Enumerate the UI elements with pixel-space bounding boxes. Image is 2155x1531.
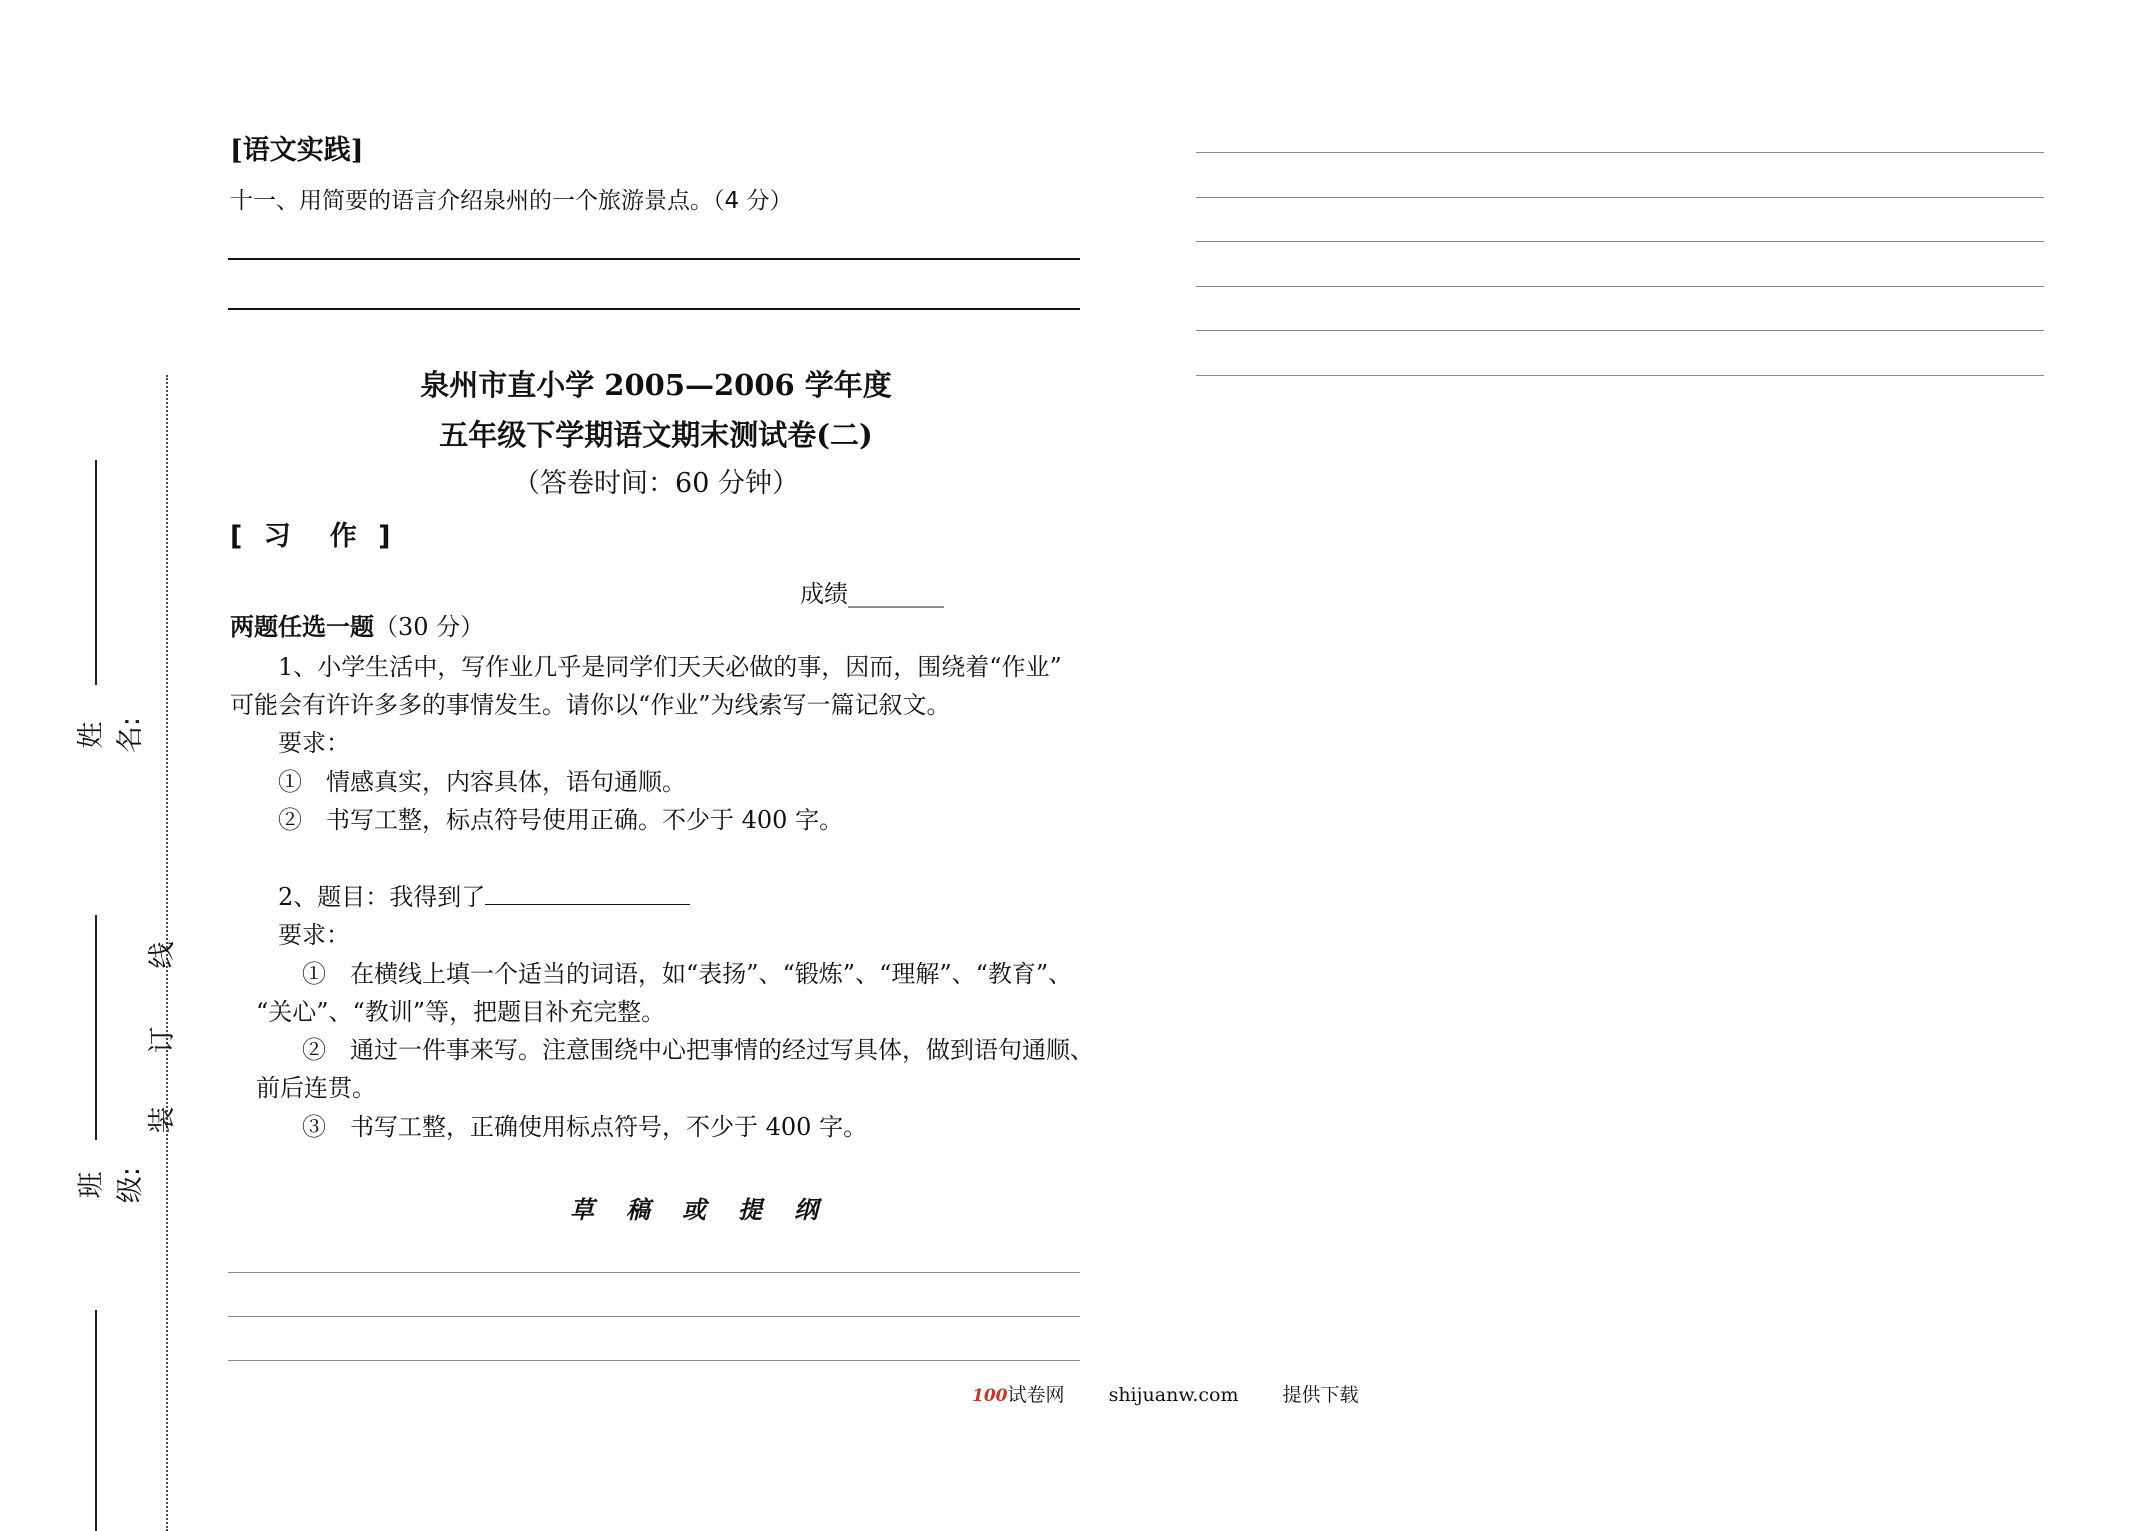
exam-title-line1: 泉州市直小学 2005—2006 学年度: [420, 368, 892, 402]
provide-download: 提供下载: [1282, 1384, 1359, 1406]
draft-outline-label: 草 稿 或 提 纲: [570, 1195, 822, 1224]
choose-points: （30 分）: [374, 613, 485, 641]
q2-requirement-3: ③ 书写工整，正确使用标点符号，不少于 400 字。: [302, 1113, 868, 1141]
q2-requirement-1-line1: ① 在横线上填一个适当的词语，如“表扬”、“锻炼”、“理解”、“教育”、: [302, 960, 1073, 988]
margin-bottom-line: [95, 1310, 97, 1531]
draft-line: [228, 1316, 1080, 1317]
q2-requirement-2-line1: ② 通过一件事来写。注意围绕中心把事情的经过写具体，做到语句通顺、: [302, 1036, 1094, 1064]
answer-line: [228, 308, 1080, 310]
site-logo: [972, 1384, 1071, 1406]
name-underline: [95, 460, 97, 685]
binding-word-xian: 线: [147, 941, 178, 969]
q2-title-line: [278, 878, 690, 916]
q1-requirement-2: ② 书写工整，标点符号使用正确。不少于 400 字。: [278, 806, 844, 834]
q1-requirement-1: ① 情感真实，内容具体，语句通顺。: [278, 768, 686, 796]
name-label: 姓名:: [76, 716, 146, 754]
answer-line: [228, 258, 1080, 260]
class-label: 班级:: [76, 1166, 146, 1204]
q1-line1: 1、小学生活中，写作业几乎是同学们天天必做的事，因而，围绕着“作业”: [278, 653, 1062, 681]
practice-section-title: [语文实践]: [230, 135, 364, 166]
site-logo-text: 试卷网: [1007, 1384, 1065, 1406]
writing-line: [1196, 330, 2044, 331]
binding-word-ding: 订: [147, 1026, 178, 1054]
writing-line: [1196, 375, 2044, 376]
score-field: 成绩________: [800, 580, 944, 608]
draft-line: [228, 1272, 1080, 1273]
writing-section-title: [ 习 作 ]: [230, 521, 397, 552]
writing-line: [1196, 241, 2044, 242]
site-logo-number: 100: [972, 1386, 1008, 1406]
site-url[interactable]: shijuanw.com: [1108, 1384, 1239, 1406]
writing-line: [1196, 152, 2044, 153]
q1-requirements-label: 要求：: [278, 729, 350, 757]
choose-note-line: [230, 608, 484, 646]
choose-note: 两题任选一题: [230, 613, 374, 641]
class-underline: [95, 915, 97, 1140]
q2-requirements-label: 要求：: [278, 921, 350, 949]
draft-line: [228, 1360, 1080, 1361]
exam-title-line2: 五年级下学期语文期末测试卷(二): [439, 418, 873, 452]
writing-line: [1196, 286, 2044, 287]
binding-word-zhuang: 装: [147, 1106, 178, 1134]
question-11: 十一、用简要的语言介绍泉州的一个旅游景点。（4 分）: [230, 188, 793, 214]
writing-line: [1196, 197, 2044, 198]
q2-requirement-2-line2: 前后连贯。: [256, 1074, 376, 1102]
footer: [972, 1380, 1359, 1407]
q2-title: 2、题目：我得到了: [278, 883, 486, 911]
q1-line2: 可能会有许许多多的事情发生。请你以“作业”为线索写一篇记叙文。: [230, 691, 951, 719]
exam-time-note: （答卷时间：60 分钟）: [513, 468, 799, 499]
q2-title-blank[interactable]: [485, 882, 690, 905]
q2-requirement-1-line2: “关心”、“教训”等，把题目补充完整。: [256, 998, 666, 1026]
